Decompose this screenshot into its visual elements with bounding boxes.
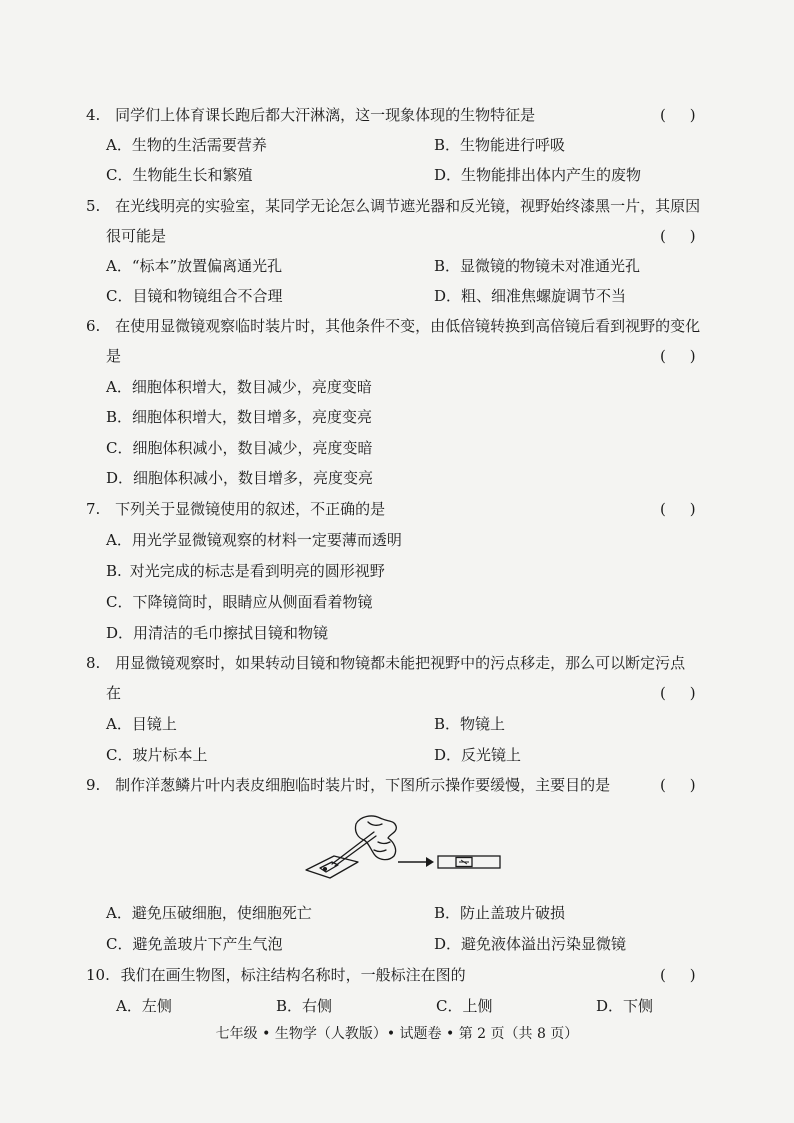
option-label: B． (276, 997, 303, 1015)
hand-with-forceps-illustration (306, 816, 396, 878)
option-label: D． (434, 746, 462, 764)
option-d (106, 618, 328, 648)
option-c (106, 929, 283, 959)
question-number: 5. (86, 197, 101, 215)
option-text: 生物的生活需要营养 (131, 136, 267, 154)
option-b (276, 991, 332, 1021)
option-text: 细胞体积增大，数目减少，亮度变暗 (131, 378, 372, 396)
option-label: D． (434, 166, 462, 184)
answer-parentheses: ( ) (660, 776, 696, 794)
option-text: 避免盖玻片下产生气泡 (132, 935, 283, 953)
option-a (106, 709, 177, 739)
question-number: 8. (86, 654, 101, 672)
answer-parentheses: ( ) (660, 347, 696, 365)
option-a (106, 130, 267, 160)
option-d (434, 281, 626, 311)
option-text: 细胞体积增大，数目增多，亮度变亮 (132, 408, 373, 426)
option-label: C． (106, 935, 133, 953)
option-label: C． (106, 287, 133, 305)
option-b (106, 402, 372, 432)
option-label: C． (106, 593, 133, 611)
answer-parentheses: ( ) (660, 106, 696, 124)
option-label: A． (106, 257, 132, 275)
option-b (434, 130, 565, 160)
option-label: A． (106, 904, 132, 922)
option-text: 细胞体积减小，数目增多，亮度变亮 (133, 469, 374, 487)
question-stem-continued: 在 (106, 684, 122, 702)
question-6 (86, 311, 726, 341)
option-label: B． (434, 715, 461, 733)
option-d (596, 991, 653, 1021)
option-text: 生物能进行呼吸 (460, 136, 566, 154)
option-c (106, 740, 208, 770)
option-b (434, 898, 565, 928)
option-text: 防止盖玻片破损 (460, 904, 566, 922)
question-stem-continued: 很可能是 (106, 227, 167, 245)
option-d (434, 929, 626, 959)
option-label: D． (106, 469, 134, 487)
option-label: C． (106, 439, 133, 457)
option-text: 用光学显微镜观察的材料一定要薄而透明 (131, 531, 402, 549)
option-a (106, 372, 372, 402)
question-8 (86, 648, 726, 678)
option-text: 粗、细准焦螺旋调节不当 (461, 287, 627, 305)
option-b (434, 709, 505, 739)
option-c (106, 433, 373, 463)
question-number: 10. (86, 966, 110, 984)
option-label: D． (434, 287, 462, 305)
option-text: 避免液体溢出污染显微镜 (461, 935, 627, 953)
coverslip-diagram (298, 812, 508, 892)
option-label: D． (434, 935, 462, 953)
option-a (116, 991, 172, 1021)
option-c (106, 160, 253, 190)
option-label: D． (106, 624, 134, 642)
option-text: 下侧 (623, 997, 654, 1015)
option-text: 显微镜的物镜未对准通光孔 (460, 257, 641, 275)
option-label: C． (106, 166, 133, 184)
question-7 (86, 494, 726, 524)
question-9 (86, 770, 726, 800)
question-stem: 在光线明亮的实验室，某同学无论怎么调节遮光器和反光镜，视野始终漆黑一片，其原因 (115, 197, 701, 215)
answer-parentheses: ( ) (660, 966, 696, 984)
option-label: B． (106, 408, 133, 426)
option-label: B. (106, 562, 122, 580)
option-b (106, 556, 385, 586)
page-footer: 七年级 • 生物学（人教版）• 试题卷 • 第 2 页（共 8 页） (215, 1026, 579, 1042)
question-stem: 同学们上体育课长跑后都大汗淋漓，这一现象体现的生物特征是 (115, 106, 536, 124)
question-stem: 我们在画生物图，标注结构名称时，一般标注在图的 (120, 966, 466, 984)
question-4 (86, 100, 726, 130)
option-a (106, 898, 312, 928)
arrow-right-icon (398, 857, 434, 867)
option-text: 下降镜筒时，眼睛应从侧面看着物镜 (132, 593, 373, 611)
option-text: 玻片标本上 (132, 746, 208, 764)
question-5 (86, 191, 726, 221)
option-b (434, 251, 640, 281)
question-number: 9. (86, 776, 101, 794)
answer-parentheses: ( ) (660, 684, 696, 702)
option-text: 用清洁的毛巾擦拭目镜和物镜 (133, 624, 329, 642)
option-c (106, 587, 373, 617)
option-d (106, 463, 373, 493)
question-stem-continued: 是 (106, 347, 122, 365)
option-d (434, 740, 521, 770)
answer-parentheses: ( ) (660, 227, 696, 245)
option-label: B． (434, 257, 461, 275)
option-d (434, 160, 641, 190)
option-text: 物镜上 (460, 715, 506, 733)
answer-parentheses: ( ) (660, 500, 696, 518)
option-text: 目镜和物镜组合不合理 (132, 287, 283, 305)
option-text: 左侧 (141, 997, 172, 1015)
option-label: A． (106, 531, 132, 549)
option-label: A． (106, 378, 132, 396)
question-stem: 制作洋葱鳞片叶内表皮细胞临时装片时，下图所示操作要缓慢，主要目的是 (115, 776, 611, 794)
question-stem: 下列关于显微镜使用的叙述，不正确的是 (115, 500, 386, 518)
option-c (106, 281, 283, 311)
option-text: 避免压破细胞，使细胞死亡 (131, 904, 312, 922)
option-text: 目镜上 (131, 715, 177, 733)
option-label: A． (116, 997, 142, 1015)
option-text: 上侧 (462, 997, 493, 1015)
finished-slide-illustration (438, 856, 500, 868)
option-label: D． (596, 997, 624, 1015)
option-label: C． (436, 997, 463, 1015)
option-text: 生物能生长和繁殖 (132, 166, 253, 184)
question-number: 6. (86, 317, 101, 335)
question-stem: 用显微镜观察时，如果转动目镜和物镜都未能把视野中的污点移走，那么可以断定污点 (115, 654, 686, 672)
option-label: B． (434, 904, 461, 922)
option-label: C． (106, 746, 133, 764)
option-text: 右侧 (302, 997, 333, 1015)
option-text: 对光完成的标志是看到明亮的圆形视野 (129, 562, 385, 580)
option-text: 反光镜上 (461, 746, 522, 764)
option-label: A． (106, 136, 132, 154)
option-text: “标本”放置偏离通光孔 (131, 257, 283, 275)
question-stem: 在使用显微镜观察临时装片时，其他条件不变，由低倍镜转换到高倍镜后看到视野的变化 (115, 317, 701, 335)
question-number: 4. (86, 106, 101, 124)
option-text: 细胞体积减小，数目减少，亮度变暗 (132, 439, 373, 457)
question-10 (86, 960, 726, 990)
option-text: 生物能排出体内产生的废物 (461, 166, 642, 184)
option-label: B． (434, 136, 461, 154)
question-number: 7. (86, 500, 101, 518)
option-a (106, 251, 282, 281)
option-label: A． (106, 715, 132, 733)
option-a (106, 525, 402, 555)
option-c (436, 991, 493, 1021)
